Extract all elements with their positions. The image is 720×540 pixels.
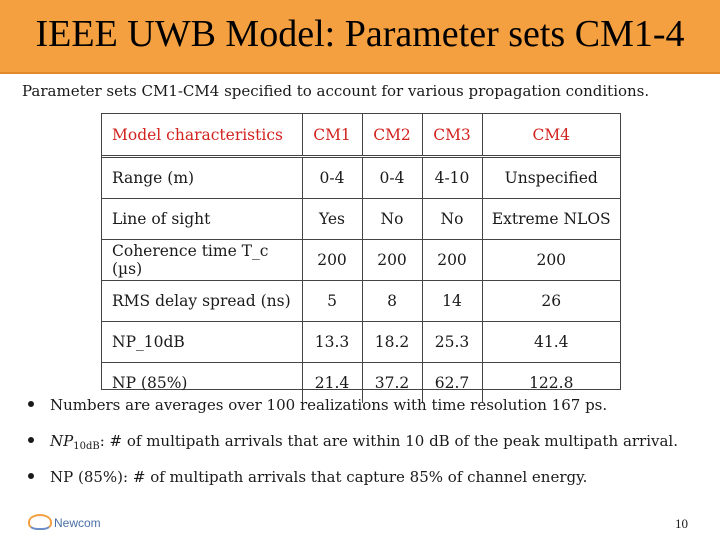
cell-cm2: 8 (362, 281, 422, 322)
parameter-table (101, 113, 621, 390)
bullet-dot-icon (28, 437, 34, 443)
bullet-list (28, 396, 678, 504)
slide-title: IEEE UWB Model: Parameter sets CM1-4 (35, 13, 685, 55)
cell-cm1: Yes (302, 199, 362, 240)
bullet-term: $NP_{10dB}$ (50, 432, 100, 452)
row-label: RMS delay spread (ns) (102, 281, 302, 322)
newcom-logo (28, 514, 101, 530)
bullet-text: : # of multipath arrivals that capture 85% of channel energy. (123, 468, 588, 486)
cell-cm2: 200 (362, 240, 422, 281)
row-label: Line of sight (102, 199, 302, 240)
table-row (102, 157, 620, 199)
bullet-term: NP (85%) (50, 468, 124, 486)
table-row (102, 281, 620, 322)
bullet-text: Numbers are averages over 100 realizations with time resolution 167 ps. (50, 396, 608, 414)
bullet-item (28, 468, 678, 504)
page-number: 10 (675, 516, 688, 531)
header-cm2: CM2 (362, 114, 422, 157)
row-label: NP_10dB (102, 322, 302, 363)
cell-cm4: 200 (482, 240, 620, 281)
intro-text: Parameter sets CM1-CM4 specified to account for various propagation conditions. (22, 82, 650, 100)
table-row (102, 240, 620, 281)
header-cm4: CM4 (482, 114, 620, 157)
header-cm1: CM1 (302, 114, 362, 157)
cell-cm3: 4-10 (422, 157, 482, 199)
cell-cm2: 18.2 (362, 322, 422, 363)
cell-cm3: 200 (422, 240, 482, 281)
cell-cm2: 0-4 (362, 157, 422, 199)
row-label: Range (m) (102, 157, 302, 199)
bullet-item (28, 396, 678, 432)
table-row (102, 199, 620, 240)
table-row (102, 322, 620, 363)
cell-cm4: Extreme NLOS (482, 199, 620, 240)
row-label: NP (85%) (102, 363, 302, 404)
bullet-dot-icon (28, 473, 34, 479)
header-model-characteristics: Model characteristics (102, 114, 302, 157)
cell-cm4: 26 (482, 281, 620, 322)
row-label: Coherence time T_c (µs) (102, 240, 302, 281)
cell-cm2: No (362, 199, 422, 240)
cell-cm1: 5 (302, 281, 362, 322)
cell-cm3: 25.3 (422, 322, 482, 363)
header-cm3: CM3 (422, 114, 482, 157)
bullet-item (28, 432, 678, 468)
bullet-dot-icon (28, 401, 34, 407)
cell-cm2: 37.2 (362, 363, 422, 404)
cell-cm1: 200 (302, 240, 362, 281)
cell-cm1: 0-4 (302, 157, 362, 199)
bullet-text: : # of multipath arrivals that are within 10 dB of the peak multipath arrival. (99, 432, 679, 450)
cell-cm1: 21.4 (302, 363, 362, 404)
cell-cm3: 14 (422, 281, 482, 322)
cell-cm1: 13.3 (302, 322, 362, 363)
table-header-row (102, 114, 620, 157)
cell-cm4: 41.4 (482, 322, 620, 363)
cell-cm4: Unspecified (504, 169, 598, 187)
cell-cm3: 62.7 (422, 363, 482, 404)
cell-cm3: No (422, 199, 482, 240)
cell-cm4: 122.8 (482, 363, 620, 404)
title-bar (0, 0, 720, 74)
logo-swirl-icon (28, 514, 52, 530)
logo-text: Newcom (54, 516, 101, 530)
